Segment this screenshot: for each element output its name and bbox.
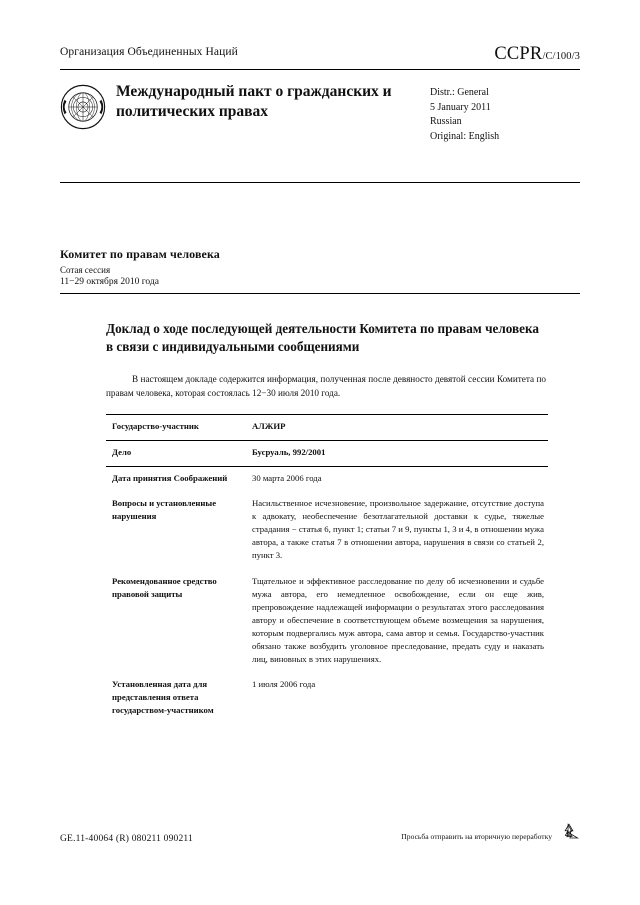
document-header bbox=[38, 22, 602, 65]
row-value: Бусруаль, 992/2001 bbox=[248, 441, 548, 467]
row-value: 1 июля 2006 года bbox=[252, 678, 316, 689]
covenant-title: Международный пакт о гражданских и политических правах bbox=[116, 83, 392, 120]
document-symbol bbox=[494, 44, 580, 65]
row-value: Тщательное и эффективное расследование по делу об исчезновении и судьбе мужа автора, его немедленное освобождение, если он еще жив, препровождение надлежащей информации о результатах этого расследования автору и обеспечение в соответствующем объеме возмещения за нарушения, которым подвергались муж автора, сама автор и семья. Государство-участник обязано также возбудить уголовное преследование, предать суду и наказать лиц, виновных в этих нарушениях. bbox=[252, 575, 544, 664]
row-label: Рекомендованное средство правовой защиты bbox=[112, 575, 217, 599]
distr-line-3: Original: English bbox=[430, 130, 500, 142]
row-label: Дата принятия Соображений bbox=[106, 467, 248, 493]
distribution-info bbox=[430, 80, 580, 144]
title-block bbox=[38, 70, 602, 166]
header-rule-bottom bbox=[60, 182, 580, 183]
committee-rule bbox=[60, 293, 580, 294]
organization-name: Организация Объединенных Наций bbox=[60, 46, 238, 58]
distr-line-0: Distr.: General bbox=[430, 87, 489, 98]
table-row bbox=[106, 467, 548, 493]
committee-session: Сотая сессия bbox=[60, 265, 111, 275]
committee-name: Комитет по правам человека bbox=[60, 247, 220, 261]
document-body bbox=[38, 247, 602, 724]
case-info-table bbox=[106, 414, 548, 724]
distr-line-1: 5 January 2011 bbox=[430, 101, 491, 113]
document-sheet bbox=[38, 22, 602, 862]
document-symbol-suffix: /C/100/3 bbox=[542, 51, 580, 62]
table-row bbox=[106, 570, 548, 673]
row-label: Государство-участник bbox=[106, 415, 248, 441]
distr-line-2: Russian bbox=[430, 116, 462, 127]
page-title: Доклад о ходе последующей деятельности Комитета по правам человека в связи с индивидуальными сообщениями bbox=[106, 321, 539, 354]
document-symbol-main: CCPR bbox=[494, 44, 543, 64]
committee-block bbox=[60, 247, 580, 287]
lead-paragraph: В настоящем докладе содержится информация, полученная после девяносто девятой сессии Комитета по правам человека, которая состоялась 12−30 июля 2010 года. bbox=[106, 373, 546, 398]
row-label: Вопросы и установленные нарушения bbox=[112, 498, 217, 522]
row-value: 30 марта 2006 года bbox=[248, 467, 548, 493]
table-row bbox=[106, 415, 548, 441]
committee-dates: 11−29 октября 2010 года bbox=[60, 277, 159, 287]
table-row bbox=[106, 673, 548, 724]
recycle-note: Просьба отправить на вторичную переработку bbox=[401, 832, 552, 841]
recycle-block bbox=[401, 822, 580, 844]
table-row bbox=[106, 492, 548, 569]
row-value: АЛЖИР bbox=[248, 415, 548, 441]
row-label: Дело bbox=[106, 441, 248, 467]
recycle-icon bbox=[558, 822, 580, 844]
table-row bbox=[106, 441, 548, 467]
row-value: Насильственное исчезновение, произвольное задержание, отсутствие доступа к адвокату, необеспечение безотлагательной доставки к судье, тяжелые страдания − статья 6, пункт 1; статьи 7 и 9, пункты 1, 3 и 4, в отношении мужа автора, а также статья 7 в отношении автора, нарушения в связи со статьей 2, пункт 3. bbox=[252, 498, 544, 561]
un-emblem bbox=[60, 84, 106, 130]
row-label: Установленная дата для представления ответа государством-участником bbox=[112, 678, 214, 715]
job-number: GE.11-40064 (R) 080211 090211 bbox=[60, 834, 193, 844]
document-footer bbox=[60, 822, 580, 844]
